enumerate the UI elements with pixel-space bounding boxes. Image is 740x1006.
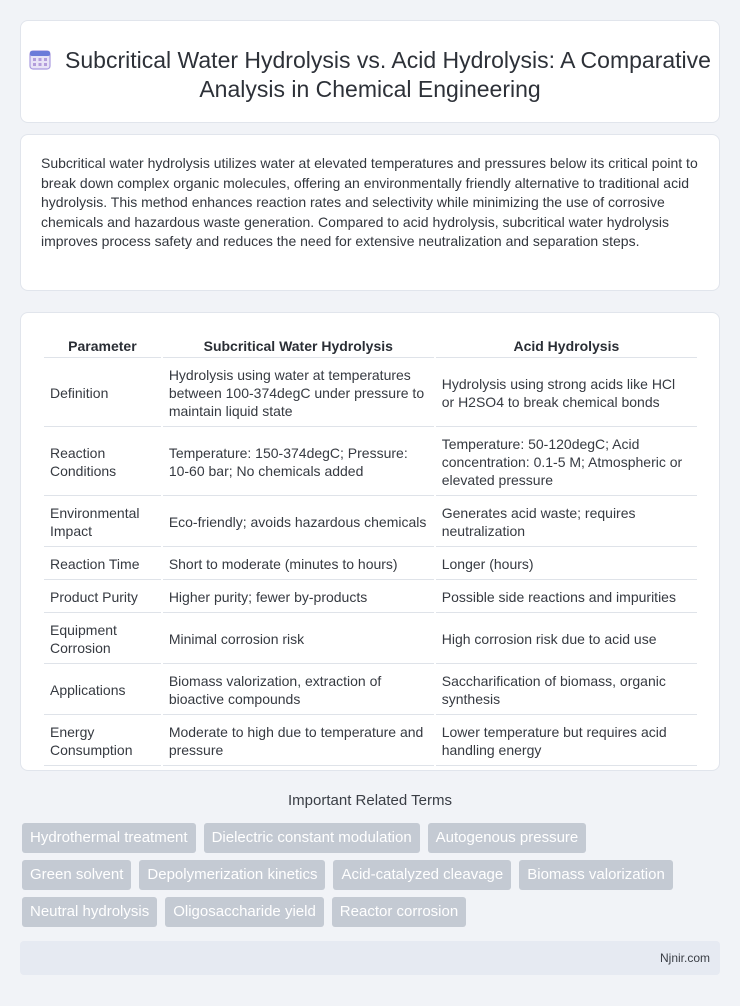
row-subcritical: Biomass valorization, extraction of bioactive compounds (163, 666, 434, 715)
row-subcritical: Moderate to high due to temperature and pressure (163, 717, 434, 766)
tag-row (22, 823, 722, 853)
table-row (44, 582, 697, 613)
row-parameter: Reaction Time (44, 549, 161, 580)
row-parameter: Equipment Corrosion (44, 615, 161, 664)
intro-paragraph: Subcritical water hydrolysis utilizes water at elevated temperatures and pressures below its critical point to break down complex organic molecules, offering an environmentally friendly alternative to traditional acid hydrolysis. This method enhances reaction rates and selectivity while minimizing the use of corrosive chemicals and hazardous waste generation. Compared to acid hydrolysis, subcritical water hydrolysis improves process safety and reduces the need for extensive neutralization and separation steps. (41, 155, 698, 250)
table-header-row (44, 333, 697, 358)
related-terms-heading: Important Related Terms (288, 792, 452, 809)
comparison-table-card (20, 312, 720, 771)
row-acid: Possible side reactions and impurities (436, 582, 697, 613)
header-acid: Acid Hydrolysis (436, 333, 697, 358)
tag-acid-catalyzed-cleavage[interactable]: Acid-catalyzed cleavage (333, 860, 511, 890)
row-acid: High corrosion risk due to acid use (436, 615, 697, 664)
footer (20, 941, 720, 975)
row-subcritical: Eco-friendly; avoids hazardous chemicals (163, 498, 434, 547)
row-acid: Temperature: 50-120degC; Acid concentration: 0.1-5 M; Atmospheric or elevated pressure (436, 429, 697, 496)
row-parameter: Energy Consumption (44, 717, 161, 766)
tag-neutral-hydrolysis[interactable]: Neutral hydrolysis (22, 897, 157, 927)
page-title (21, 46, 719, 104)
table-row (44, 615, 697, 664)
header-parameter: Parameter (44, 333, 161, 358)
row-subcritical: Hydrolysis using water at temperatures between 100-374degC under pressure to maintain liquid state (163, 360, 434, 427)
tag-autogenous-pressure[interactable]: Autogenous pressure (428, 823, 587, 853)
table-row (44, 498, 697, 547)
tag-row (22, 897, 722, 927)
tag-biomass-valorization[interactable]: Biomass valorization (519, 860, 673, 890)
tag-dielectric-constant-modulation[interactable]: Dielectric constant modulation (204, 823, 420, 853)
table-row (44, 429, 697, 496)
footer-site-link[interactable]: Njnir.com (659, 951, 710, 965)
tag-reactor-corrosion[interactable]: Reactor corrosion (332, 897, 466, 927)
table-row (44, 717, 697, 766)
table-row (44, 360, 697, 427)
row-parameter: Product Purity (44, 582, 161, 613)
related-terms-list (22, 823, 722, 934)
comparison-table (42, 331, 699, 768)
header-subcritical: Subcritical Water Hydrolysis (163, 333, 434, 358)
row-subcritical: Higher purity; fewer by-products (163, 582, 434, 613)
row-subcritical: Temperature: 150-374degC; Pressure: 10-60 bar; No chemicals added (163, 429, 434, 496)
row-parameter: Applications (44, 666, 161, 715)
table-row (44, 549, 697, 580)
row-acid: Saccharification of biomass, organic synthesis (436, 666, 697, 715)
title-card (20, 20, 720, 123)
row-acid: Generates acid waste; requires neutralization (436, 498, 697, 547)
tag-green-solvent[interactable]: Green solvent (22, 860, 131, 890)
row-subcritical: Minimal corrosion risk (163, 615, 434, 664)
row-acid: Hydrolysis using strong acids like HCl or H2SO4 to break chemical bonds (436, 360, 697, 427)
calendar-icon (29, 48, 51, 70)
row-acid: Lower temperature but requires acid handling energy (436, 717, 697, 766)
row-acid: Longer (hours) (436, 549, 697, 580)
table-row (44, 666, 697, 715)
row-parameter: Reaction Conditions (44, 429, 161, 496)
row-parameter: Environmental Impact (44, 498, 161, 547)
row-parameter: Definition (44, 360, 161, 427)
page-title-text: Subcritical Water Hydrolysis vs. Acid Hydrolysis: A Comparative Analysis in Chemical Engineering (65, 47, 711, 102)
tag-hydrothermal-treatment[interactable]: Hydrothermal treatment (22, 823, 196, 853)
tag-oligosaccharide-yield[interactable]: Oligosaccharide yield (165, 897, 324, 927)
tag-row (22, 860, 722, 890)
tag-depolymerization-kinetics[interactable]: Depolymerization kinetics (139, 860, 325, 890)
row-subcritical: Short to moderate (minutes to hours) (163, 549, 434, 580)
intro-card (20, 134, 720, 291)
